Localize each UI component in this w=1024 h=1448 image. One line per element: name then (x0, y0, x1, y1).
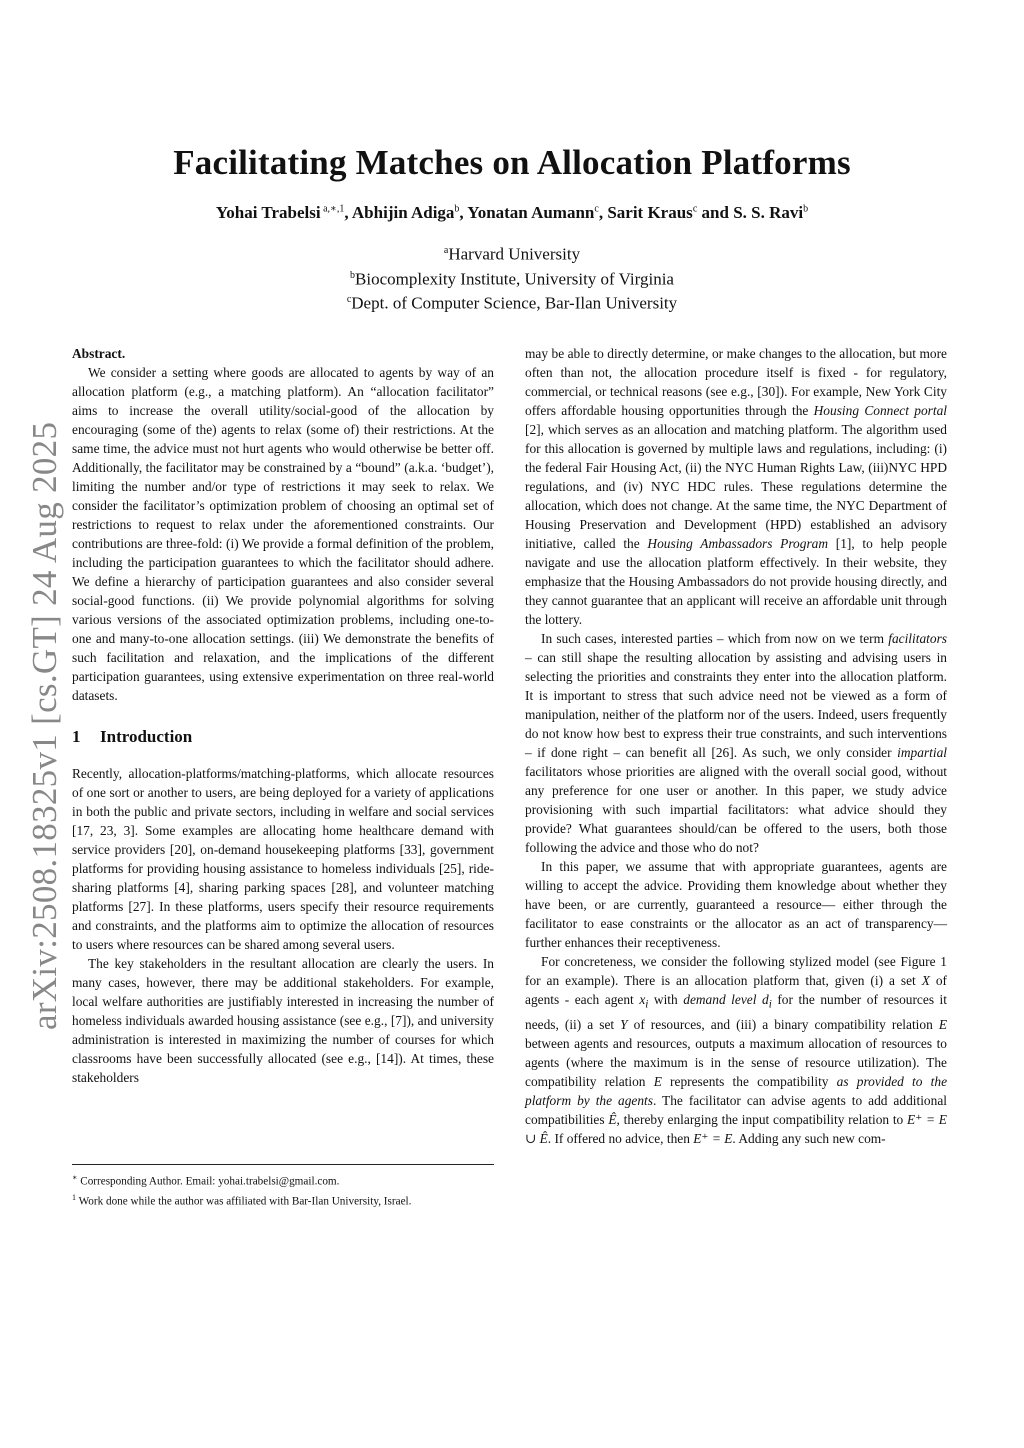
author-name: S. S. Ravi (733, 203, 804, 222)
section-number: 1 (72, 727, 81, 746)
footnote-rule (72, 1164, 494, 1165)
author-list: Yohai Trabelsi $^{a,∗,1}$, Abhijin Adiga$^b$, Yonatan Aumann$^c$, Sarit Kraus$^c$ and S. S. Ravi$^b$ (215, 203, 809, 222)
right-paragraph-4: For concreteness, we consider the following stylized model (see Figure 1 for an example). There is an allocation platform that, given (i) a set X of agents - each agent $x_i$ with demand level $d_i$ for the number of resources it needs, (ii) a set Y of resources, and (iii) a binary compatibility relation E between agents and resources, outputs a maximum allocation of resources to agents (where the maximum is in the sense of resource utilization). The compatibility relation E represents the compatibility as provided to the platform by the agents. The facilitator can advise agents to add additional compatibilities Ê, thereby enlarging the input compatibility relation to E⁺ = E ∪ Ê. If offered no advice, then E⁺ = E. Adding any such new com- (525, 954, 948, 1146)
footnote-corresponding-author: ∗ Corresponding Author. Email: yohai.trabelsi@gmail.com. (72, 1173, 340, 1188)
right-paragraph-2: In such cases, interested parties – which from now on we term facilitators – can still shape the resulting allocation by assisting and advising users in selecting the priorities and constraints they enter into the allocation platform. It is important to stress that such advice need not be viewed as a form of manipulation, neither of the platform nor of the users. Indeed, users frequently do not know how best to express their true constraints, and such interventions – if done right – can benefit all [26]. As such, we only consider impartial facilitators whose priorities are aligned with the overall social good, without any preference for one user or another. In this paper, we study advice provisioning with such impartial facilitators: what advice should they provide? What guarantees should/can be offered to the users, both those following the advice and those who do not? (525, 631, 947, 855)
author-affiliation-mark: c (594, 203, 599, 215)
right-column (525, 344, 947, 1148)
author-name: Abhijin Adiga (351, 203, 455, 222)
abstract-heading: Abstract. (72, 346, 126, 361)
affiliation-line: $^a$Harvard University (443, 244, 581, 264)
affiliation-list (0, 240, 1024, 314)
author-affiliation-mark: c (692, 203, 698, 215)
author-name: Yohai Trabelsi (215, 203, 321, 222)
paper-title: Facilitating Matches on Allocation Platforms (173, 143, 851, 182)
right-paragraph-1: may be able to directly determine, or make changes to the allocation, but more often than not, the allocation procedure itself is fixed - for regulatory, commercial, or technical reasons (see e.g., [30]). For example, New York City offers affordable housing opportunities through the Housing Connect portal [2], which serves as an allocation and matching platform. The algorithm used for this allocation is governed by multiple laws and regulations, including: (i) the federal Fair Housing Act, (ii) the NYC Human Rights Law, (iii)NYC HPD regulations, and (iv) NYC HDC rules. These regulations determine the allocation, which does not change. At the same time, the NYC Department of Housing Preservation and Development (HPD) established an advisory initiative, called the Housing Ambassadors Program [1], to help people navigate and use the allocation platform effectively. In their website, they emphasize that the Housing Ambassadors do not provide housing directly, and they cannot guarantee that an applicant will receive an affordable unit through the lottery. (525, 346, 948, 627)
footnotes (72, 1170, 502, 1209)
arxiv-identifier: arXiv:2508.18325v1 [cs.GT] 24 Aug 2025 (25, 421, 64, 1030)
affiliation-line: $^b$Biocomplexity Institute, University of Virginia (350, 269, 674, 289)
author-affiliation-mark: b (803, 203, 809, 215)
abstract-text: We consider a setting where goods are allocated to agents by way of an allocation platform (e.g., a matching platform). An “allocation facilitator” aims to increase the overall utility/social-good of the allocation by encouraging (some of the) agents to relax (some of) their restrictions. At the same time, the advice must not hurt agents who would otherwise be better off. Additionally, the facilitator may be constrained by a “bound” (a.k.a. ‘budget’), limiting the number and/or type of restrictions it may seek to relax. We consider the facilitator’s optimization problem of choosing an optimal set of restrictions to request to relax under the aforementioned constraints. Our contributions are three-fold: (i) We provide a formal definition of the problem, including the participation guarantees to which the facilitator should adhere. We define a hierarchy of participation guarantees and also consider several social-good functions. (ii) We provide polynomial algorithms for solving various versions of the associated optimization problems, including one-to-one and many-to-one allocation settings. (iii) We demonstrate the benefits of such facilitation and relaxation, and the implications of the different participation guarantees, using extensive experimentation on three real-world datasets. (72, 365, 494, 703)
footnote-affiliation-note: $^1$ Work done while the author was affiliated with Bar-Ilan University, Israel. (72, 1192, 412, 1208)
intro-paragraph-1: Recently, allocation-platforms/matching-platforms, which allocate resources of one sort or another to users, are being deployed for a variety of applications in both the public and private sectors, including in welfare and social services [17, 23, 3]. Some examples are allocating home healthcare demand with service providers [20], on-demand housekeeping platforms [33], government platforms for providing housing assistance to homeless individuals [25], ride-sharing platforms [4], sharing parking spaces [28], and volunteer matching platforms [27]. In these platforms, users specify their resource requirements and constraints, and the platforms aim to optimize the allocation of resources to users where resources can be shared among several users. (72, 766, 494, 952)
right-paragraph-3: In this paper, we assume that with appropriate guarantees, agents are willing to accept the advice. Providing them knowledge about whether they have been, or are currently, guaranteed a resource— either through the facilitator to ease constraints or the allocator as an act of transparency— further enhances their receptiveness. (525, 859, 947, 950)
author-name: Sarit Kraus (607, 203, 693, 222)
author-affiliation-mark: a,∗,1 (320, 203, 345, 215)
author-name: Yonatan Aumann (467, 203, 595, 222)
affiliation-line: $^c$Dept. of Computer Science, Bar-Ilan University (346, 293, 678, 313)
section-title: Introduction (100, 727, 193, 746)
author-affiliation-mark: b (454, 203, 460, 215)
intro-paragraph-2: The key stakeholders in the resultant allocation are clearly the users. In many cases, however, there may be additional stakeholders. For example, local welfare authorities are justifiably interested in increasing the number of homeless individuals awarded housing assistance (see e.g., [7]), and university administration is interested in maximizing the number of courses for which classrooms have been successfully allocated (see e.g., [14]). At times, these stakeholders (72, 956, 494, 1085)
section-heading-introduction (72, 727, 494, 746)
left-column (72, 344, 494, 1087)
